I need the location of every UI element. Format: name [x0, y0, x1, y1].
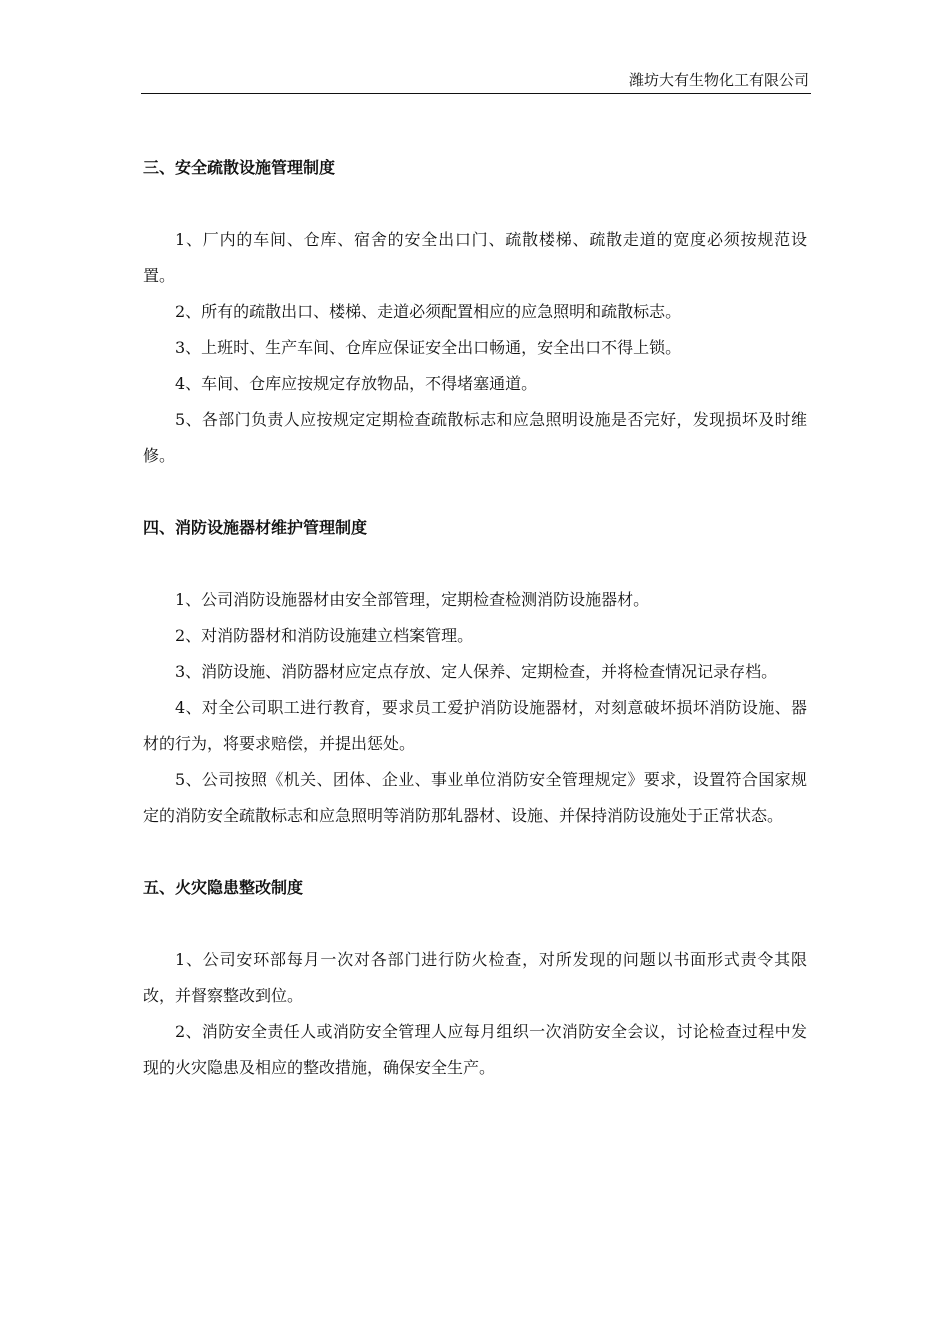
- paragraph: 5、各部门负责人应按规定定期检查疏散标志和应急照明设施是否完好，发现损坏及时维修。: [143, 410, 807, 465]
- paragraph: 1、公司安环部每月一次对各部门进行防火检查，对所发现的问题以书面形式责令其限改，并督察整改到位。: [143, 950, 807, 1005]
- header-company-name: 潍坊大有生物化工有限公司: [628, 71, 809, 89]
- paragraph: 1、厂内的车间、仓库、宿舍的安全出口门、疏散楼梯、疏散走道的宽度必须按规范设置。: [143, 230, 807, 285]
- document-body: [143, 150, 807, 1086]
- paragraph: 2、所有的疏散出口、楼梯、走道必须配置相应的应急照明和疏散标志。: [175, 302, 682, 321]
- paragraph: 1、公司消防设施器材由安全部管理，定期检查检测消防设施器材。: [175, 590, 650, 609]
- paragraph: 5、公司按照《机关、团体、企业、事业单位消防安全管理规定》要求，设置符合国家规定的消防安全疏散标志和应急照明等消防那轧器材、设施、并保持消防设施处于正常状态。: [143, 770, 807, 825]
- paragraph: 2、对消防器材和消防设施建立档案管理。: [175, 626, 474, 645]
- paragraph: 4、车间、仓库应按规定存放物品，不得堵塞通道。: [175, 374, 538, 393]
- section-title-fire-equipment: 四、消防设施器材维护管理制度: [143, 518, 368, 537]
- section-title-evacuation: 三、安全疏散设施管理制度: [143, 158, 336, 177]
- page-header: [141, 66, 811, 94]
- section-title-hazard-rectification: 五、火灾隐患整改制度: [143, 878, 304, 897]
- paragraph: 3、上班时、生产车间、仓库应保证安全出口畅通，安全出口不得上锁。: [175, 338, 682, 357]
- paragraph: 3、消防设施、消防器材应定点存放、定人保养、定期检查，并将检查情况记录存档。: [175, 662, 778, 681]
- paragraph: 2、消防安全责任人或消防安全管理人应每月组织一次消防安全会议，讨论检查过程中发现的火灾隐患及相应的整改措施，确保安全生产。: [143, 1022, 807, 1077]
- paragraph: 4、对全公司职工进行教育，要求员工爱护消防设施器材，对刻意破坏损坏消防设施、器材的行为，将要求赔偿，并提出惩处。: [143, 698, 807, 753]
